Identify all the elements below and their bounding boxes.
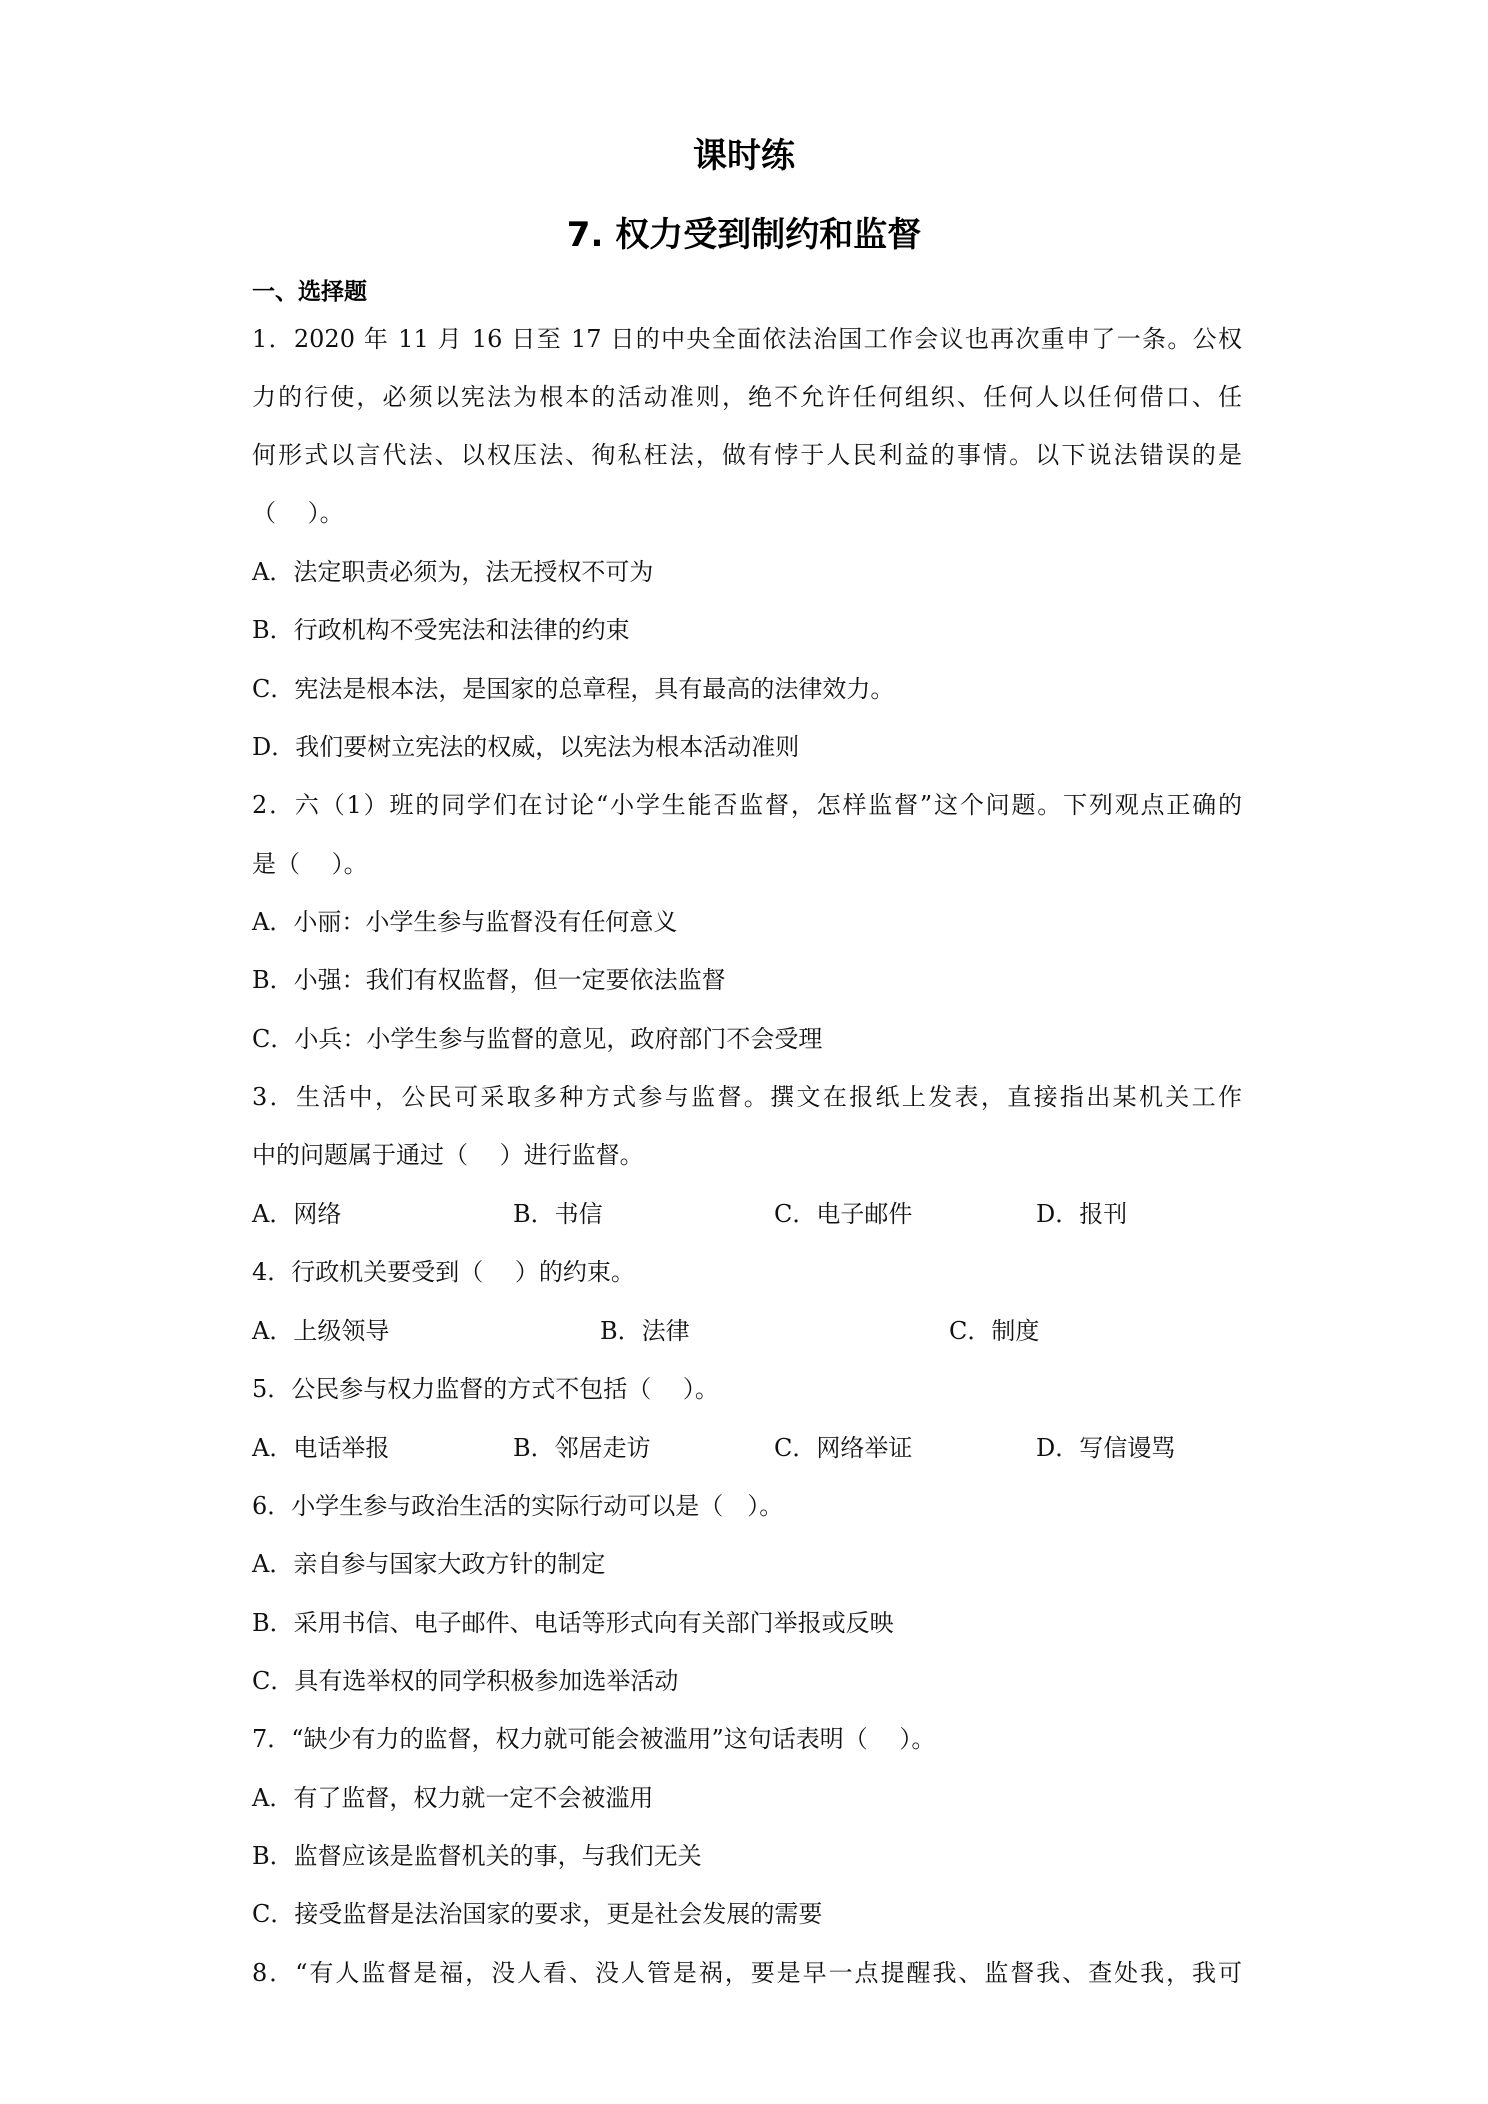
section-heading: 一、选择题: [252, 279, 367, 305]
question-8-line-1: 8．“有人监督是福，没人看、没人管是祸，要是早一点提醒我、监督我、查处我，我可: [252, 1959, 1242, 1987]
question-6-option-b: B．采用书信、电子邮件、电话等形式向有关部门举报或反映: [252, 1609, 894, 1637]
question-6-line-1: 6．小学生参与政治生活的实际行动可以是（ ）。: [252, 1492, 784, 1520]
page-title: 课时练: [693, 136, 795, 176]
question-2-option-c: C．小兵：小学生参与监督的意见，政府部门不会受理: [252, 1025, 823, 1053]
question-2-option-b: B．小强：我们有权监督，但一定要依法监督: [252, 966, 726, 994]
question-2-option-a: A．小丽：小学生参与监督没有任何意义: [252, 908, 678, 936]
lesson-title: 7. 权力受到制约和监督: [566, 215, 922, 255]
question-1-line-1: 1．2020 年 11 月 16 日至 17 日的中央全面依法治国工作会议也再次重申了一条。公权: [252, 325, 1242, 353]
question-5-option-b: B．邻居走访: [513, 1434, 651, 1462]
question-2-line-1: 2．六（1）班的同学们在讨论“小学生能否监督，怎样监督”这个问题。下列观点正确的: [252, 791, 1242, 819]
question-1-option-a: A．法定职责必须为，法无授权不可为: [252, 558, 654, 586]
question-3-option-c: C．电子邮件: [774, 1200, 913, 1228]
question-5-option-c: C．网络举证: [774, 1434, 913, 1462]
question-4-option-c: C．制度: [949, 1317, 1040, 1345]
question-5-option-a: A．电话举报: [252, 1434, 390, 1462]
question-7-option-b: B．监督应该是监督机关的事，与我们无关: [252, 1842, 702, 1870]
question-4-option-a: A．上级领导: [252, 1317, 390, 1345]
question-1-option-c: C．宪法是根本法，是国家的总章程，具有最高的法律效力。: [252, 675, 895, 703]
question-1-option-d: D．我们要树立宪法的权威，以宪法为根本活动准则: [252, 733, 800, 761]
question-3-option-a: A．网络: [252, 1200, 342, 1228]
question-5-option-d: D．写信谩骂: [1036, 1434, 1176, 1462]
question-7-line-1: 7．“缺少有力的监督，权力就可能会被滥用”这句话表明（ ）。: [252, 1725, 936, 1753]
question-4-option-b: B．法律: [600, 1317, 690, 1345]
question-1-line-4: （ ）。: [252, 499, 344, 527]
question-3-line-2: 中的问题属于通过（ ）进行监督。: [252, 1141, 644, 1169]
question-1-line-3: 何形式以言代法、以权压法、徇私枉法，做有悖于人民利益的事情。以下说法错误的是: [252, 441, 1242, 469]
question-5-line-1: 5．公民参与权力监督的方式不包括（ ）。: [252, 1375, 719, 1403]
question-1-line-2: 力的行使，必须以宪法为根本的活动准则，绝不允许任何组织、任何人以任何借口、任: [252, 383, 1242, 411]
question-3-option-b: B．书信: [513, 1200, 603, 1228]
question-1-option-b: B．行政机构不受宪法和法律的约束: [252, 616, 630, 644]
question-3-line-1: 3．生活中，公民可采取多种方式参与监督。撰文在报纸上发表，直接指出某机关工作: [252, 1083, 1242, 1111]
question-6-option-a: A．亲自参与国家大政方针的制定: [252, 1550, 606, 1578]
question-2-line-2: 是（ ）。: [252, 850, 368, 878]
question-3-option-d: D．报刊: [1036, 1200, 1128, 1228]
question-4-line-1: 4．行政机关要受到（ ）的约束。: [252, 1258, 635, 1286]
question-6-option-c: C．具有选举权的同学积极参加选举活动: [252, 1667, 679, 1695]
question-7-option-a: A．有了监督，权力就一定不会被滥用: [252, 1784, 654, 1812]
question-7-option-c: C．接受监督是法治国家的要求，更是社会发展的需要: [252, 1900, 823, 1928]
